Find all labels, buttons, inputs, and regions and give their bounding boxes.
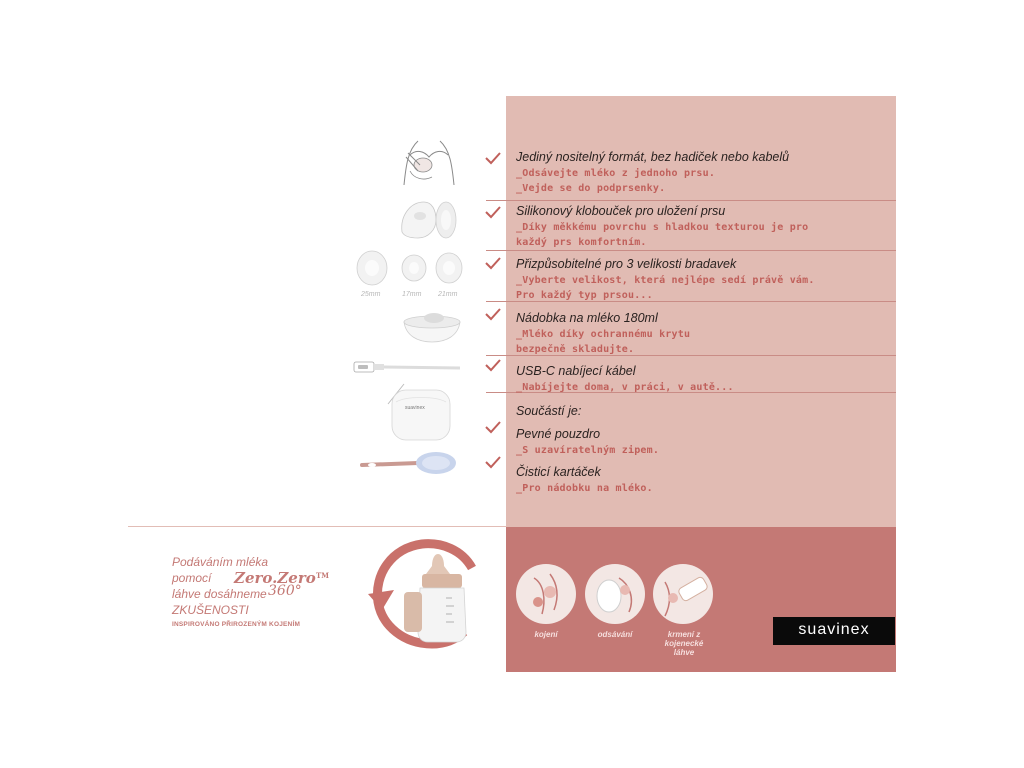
- checkmark-icon: [484, 358, 502, 372]
- checkmark-icon: [484, 455, 502, 469]
- promo-line: ZKUŠENOSTI: [172, 603, 249, 617]
- feature-title: USB-C nabíjecí kábel: [516, 364, 636, 378]
- promo-degrees: 360°: [268, 583, 302, 599]
- feature-description: _Díky měkkému povrchu s hladkou texturou je pro: [516, 222, 809, 233]
- feature-description: Pro každý typ prsou...: [516, 290, 653, 301]
- pumping-icon: [585, 564, 645, 624]
- feature-title: Nádobka na mléko 180ml: [516, 311, 658, 325]
- feature-description: _Pro nádobku na mléko.: [516, 483, 653, 494]
- promo-line: Podáváním mléka: [172, 555, 269, 569]
- nipple-size-inserts-illustration: [354, 246, 464, 290]
- baby-bottle-illustration: [400, 552, 472, 644]
- feature-description: _Vyberte velikost, která nejlépe sedí právě vám.: [516, 275, 815, 286]
- step-label: krmení z kojenecké láhve: [664, 630, 704, 657]
- feature-description: _S uzavíratelným zipem.: [516, 445, 660, 456]
- promo-line: pomocí: [172, 571, 212, 585]
- included-heading: Součástí je:: [516, 404, 582, 418]
- size-label: 17mm: [402, 291, 422, 298]
- cleaning-brush-illustration: [360, 449, 460, 479]
- feature-description: _Odsávejte mléko z jednoho prsu.: [516, 168, 716, 179]
- step-label: odsávání: [597, 630, 633, 639]
- hard-case-illustration: [386, 382, 458, 444]
- feature-title: Pevné pouzdro: [516, 427, 601, 441]
- zero-zero-brand: Zero.Zero: [234, 569, 316, 587]
- breast-shield-illustration: [398, 196, 464, 246]
- usb-c-cable-illustration: [352, 356, 462, 378]
- row-separator: [486, 301, 896, 302]
- feature-title: Jediný nositelný formát, bez hadiček nebo kabelů: [516, 150, 790, 164]
- feature-description: bezpečně skladujte.: [516, 344, 635, 355]
- bottle-feeding-icon: [653, 564, 713, 624]
- feature-description: každý prs komfortním.: [516, 237, 647, 248]
- size-label: 21mm: [438, 291, 458, 298]
- milk-container-illustration: [400, 306, 466, 346]
- breastfeeding-icon: [516, 564, 576, 624]
- trademark-symbol: TM: [316, 571, 329, 580]
- row-separator: [486, 200, 896, 201]
- section-divider: [128, 526, 506, 527]
- feature-title: Přizpůsobitelné pro 3 velikosti bradavek: [516, 257, 737, 271]
- promo-line: láhve dosáhneme: [172, 587, 267, 601]
- checkmark-icon: [484, 205, 502, 219]
- checkmark-icon: [484, 307, 502, 321]
- feature-description: _Vejde se do podprsenky.: [516, 183, 666, 194]
- feature-title: Silikonový klobouček pro uložení prsu: [516, 204, 726, 218]
- row-separator: [486, 355, 896, 356]
- checkmark-icon: [484, 420, 502, 434]
- size-label: 25mm: [361, 291, 381, 298]
- checkmark-icon: [484, 151, 502, 165]
- suavinex-logo: [773, 617, 895, 645]
- checkmark-icon: [484, 256, 502, 270]
- promo-tagline: INSPIROVÁNO PŘIROZENÝM KOJENÍM: [172, 621, 301, 628]
- step-label: kojení: [534, 630, 558, 639]
- wearing-pump-illustration: [396, 135, 462, 187]
- case-brand-label: suavinex: [405, 405, 425, 411]
- row-separator: [486, 250, 896, 251]
- feature-title: Čisticí kartáček: [516, 465, 601, 479]
- logo-text: suavinex: [798, 621, 870, 638]
- feature-description: _Mléko díky ochrannému krytu: [516, 329, 691, 340]
- feature-description: _Nabíjejte doma, v práci, v autě...: [516, 382, 734, 393]
